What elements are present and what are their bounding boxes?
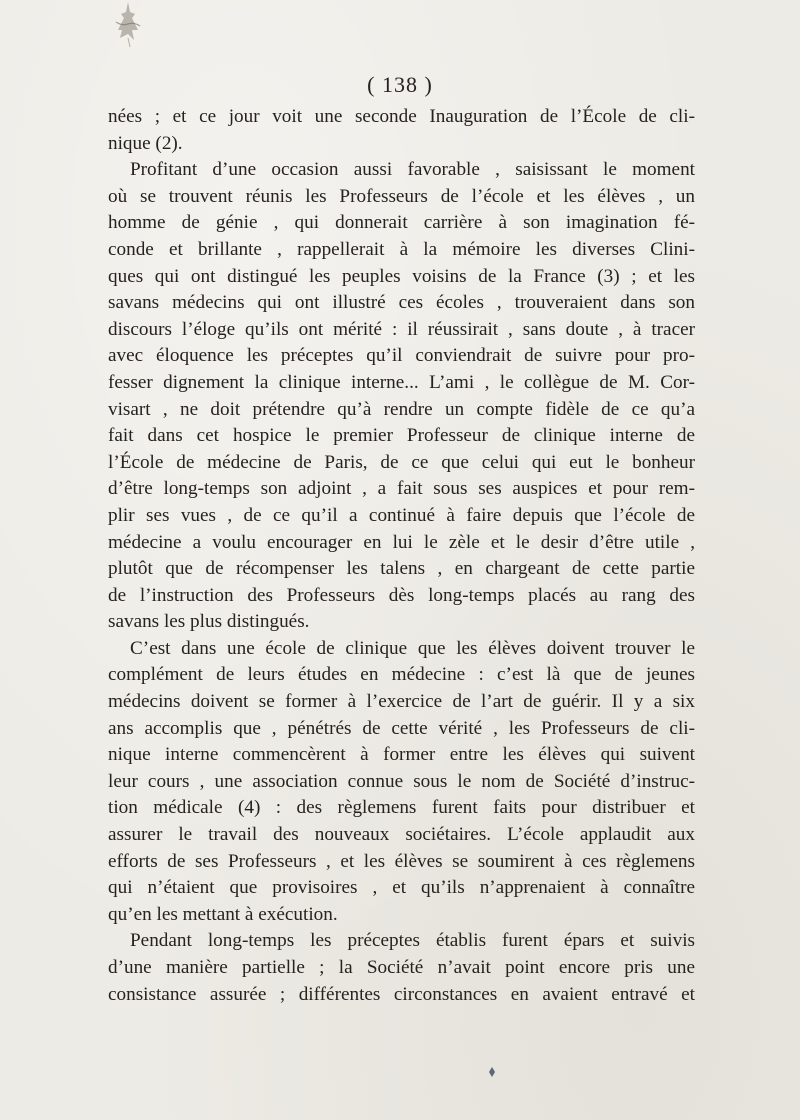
text-line: discours l’éloge qu’ils ont mérité : il réussirait , sans doute , à tracer — [108, 318, 695, 340]
text-line: fait dans cet hospice le premier Professeur de clinique interne de — [108, 425, 695, 447]
text-line: savans les plus distingués. — [108, 611, 310, 633]
text-line: ques qui ont distingué les peuples voisins de la France (3) ; et les — [108, 265, 695, 287]
text-line: Pendant long-temps les préceptes établis furent épars et suivis — [130, 930, 695, 952]
text-line: qu’en les mettant à exécution. — [108, 903, 338, 925]
ink-speck-icon — [488, 1067, 496, 1077]
text-line: ans accomplis que , pénétrés de cette vérité , les Professeurs de cli- — [108, 717, 695, 739]
text-line: d’être long-temps son adjoint , a fait sous ses auspices et pour rem- — [108, 478, 695, 500]
text-line: efforts de ses Professeurs , et les élèves se soumirent à ces règlemens — [108, 850, 695, 872]
text-line: plir ses vues , de ce qu’il a continué à faire depuis que l’école de — [108, 504, 695, 526]
text-line: complément de leurs études en médecine : c’est là que de jeunes — [108, 664, 695, 686]
text-line: l’École de médecine de Paris, de ce que celui qui eut le bonheur — [108, 451, 695, 473]
body-text — [108, 104, 695, 1008]
text-line: d’une manière partielle ; la Société n’avait point encore pris une — [108, 957, 695, 978]
text-line: qui n’étaient que provisoires , et qu’ils n’apprenaient à connaître — [108, 877, 695, 899]
text-line: visart , ne doit prétendre qu’à rendre un compte fidèle de ce qu’a — [108, 398, 695, 420]
text-line: Profitant d’une occasion aussi favorable , saisissant le moment — [130, 159, 695, 181]
text-line: nées ; et ce jour voit une seconde Inauguration de l’École de cli- — [108, 106, 695, 127]
text-line: consistance assurée ; différentes circonstances en avaient entravé et — [108, 983, 695, 1005]
text-line: plutôt que de récompenser les talens , en chargeant de cette partie — [108, 558, 695, 580]
text-line: C’est dans une école de clinique que les élèves doivent trouver le — [130, 637, 695, 659]
text-line: médecine a voulu encourager en lui le zèle et le desir d’être utile , — [108, 531, 695, 553]
text-line: tion médicale (4) : des règlemens furent faits pour distribuer et — [108, 797, 695, 819]
text-line: nique interne commencèrent à former entre les élèves qui suivent — [108, 744, 695, 766]
text-line: nique (2). — [108, 132, 183, 154]
page-number: ( 138 ) — [367, 72, 433, 97]
text-line: avec éloquence les préceptes qu’il conviendrait de suivre pour pro- — [108, 345, 695, 367]
text-line: leur cours , une association connue sous le nom de Société d’instruc- — [108, 770, 695, 792]
text-line: homme de génie , qui donnerait carrière à son imagination fé- — [108, 212, 695, 234]
text-line: conde et brillante , rappellerait à la mémoire les diverses Clini- — [108, 238, 695, 260]
text-line: de l’instruction des Professeurs dès long-temps placés au rang des — [108, 584, 695, 606]
text-line: savans médecins qui ont illustré ces écoles , trouveraient dans son — [108, 292, 695, 314]
library-stamp-icon — [108, 0, 148, 48]
text-line: médecins doivent se former à l’exercice de l’art de guérir. Il y a six — [108, 691, 695, 713]
text-line: où se trouvent réunis les Professeurs de l’école et les élèves , un — [108, 185, 695, 207]
text-line: assurer le travail des nouveaux sociétaires. L’école applaudit aux — [108, 824, 695, 846]
text-line: fesser dignement la clinique interne... L’ami , le collègue de M. Cor- — [108, 371, 695, 393]
